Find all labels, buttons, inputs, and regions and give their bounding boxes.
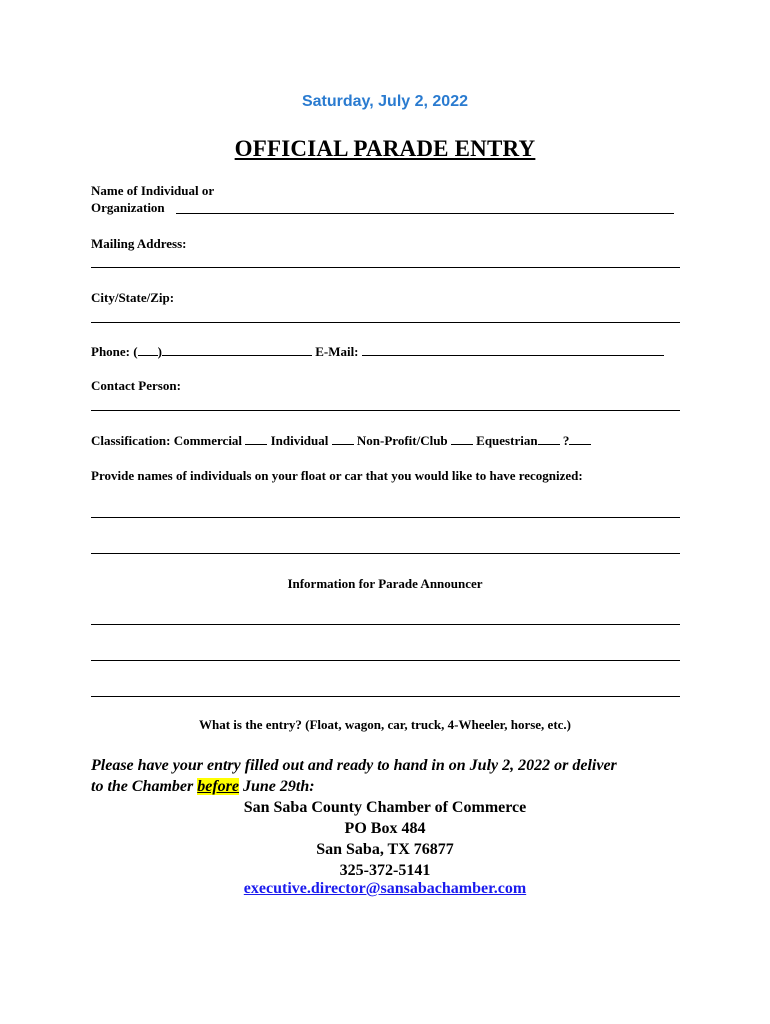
name-label: Name of Individual or [91, 183, 215, 198]
recognized-line-2[interactable] [91, 553, 680, 554]
announcer-label: Information for Parade Announcer [287, 576, 483, 591]
city-state-zip: San Saba, TX 76877 [316, 841, 454, 858]
mailing-address-label: Mailing Address: [91, 236, 187, 251]
class-option-individual: Individual [270, 433, 329, 448]
classification-row [91, 431, 591, 449]
instruction-part-2: to the Chamber [91, 778, 198, 795]
instruction-part-3: June 29th: [239, 778, 315, 795]
org-name: San Saba County Chamber of Commerce [243, 799, 527, 816]
instruction-line-2 [91, 776, 691, 797]
class-blank-commercial[interactable] [245, 431, 267, 445]
announcer-line-1[interactable] [91, 624, 680, 625]
page-title: OFFICIAL PARADE ENTRY [234, 136, 536, 161]
class-blank-equestrian[interactable] [538, 431, 560, 445]
po-box: PO Box 484 [344, 820, 426, 837]
contact-person-line[interactable] [91, 410, 680, 411]
email-row [0, 880, 770, 898]
mailing-address-line[interactable] [91, 267, 680, 268]
class-option-other: ? [562, 433, 570, 448]
area-code-blank[interactable] [138, 342, 158, 356]
city-state-zip-label: City/State/Zip: [91, 290, 175, 305]
name-field-line[interactable] [176, 213, 674, 214]
phone-paren: ) [157, 344, 162, 359]
phone-email-row [91, 342, 664, 360]
instruction-text [91, 755, 691, 797]
event-date: Saturday, July 2, 2022 [301, 93, 468, 110]
class-blank-nonprofit[interactable] [451, 431, 473, 445]
email-link[interactable]: executive.director@sansabachamber.com [243, 880, 527, 897]
email-blank[interactable] [362, 342, 664, 356]
instruction-line-1: Please have your entry filled out and ready to hand in on July 2, 2022 or deliver [91, 757, 617, 774]
class-blank-individual[interactable] [332, 431, 354, 445]
announcer-line-3[interactable] [91, 696, 680, 697]
before-highlight: before [197, 778, 239, 795]
city-state-zip-line[interactable] [91, 322, 680, 323]
entry-question: What is the entry? (Float, wagon, car, truck, 4-Wheeler, horse, etc.) [199, 717, 571, 732]
announcer-line-2[interactable] [91, 660, 680, 661]
phone-number: 325-372-5141 [339, 862, 431, 879]
recognized-label: Provide names of individuals on your float or car that you would like to have recognized: [91, 468, 583, 483]
organization-label: Organization [91, 200, 165, 215]
recognized-line-1[interactable] [91, 517, 680, 518]
classification-label: Classification: [91, 433, 171, 448]
class-option-nonprofit: Non-Profit/Club [356, 433, 448, 448]
class-option-commercial: Commercial [173, 433, 243, 448]
phone-blank[interactable] [162, 342, 312, 356]
class-blank-other[interactable] [569, 431, 591, 445]
contact-person-label: Contact Person: [91, 378, 181, 393]
phone-label: Phone: ( [91, 344, 138, 359]
class-option-equestrian: Equestrian [476, 433, 538, 448]
email-label: E-Mail: [315, 344, 359, 359]
